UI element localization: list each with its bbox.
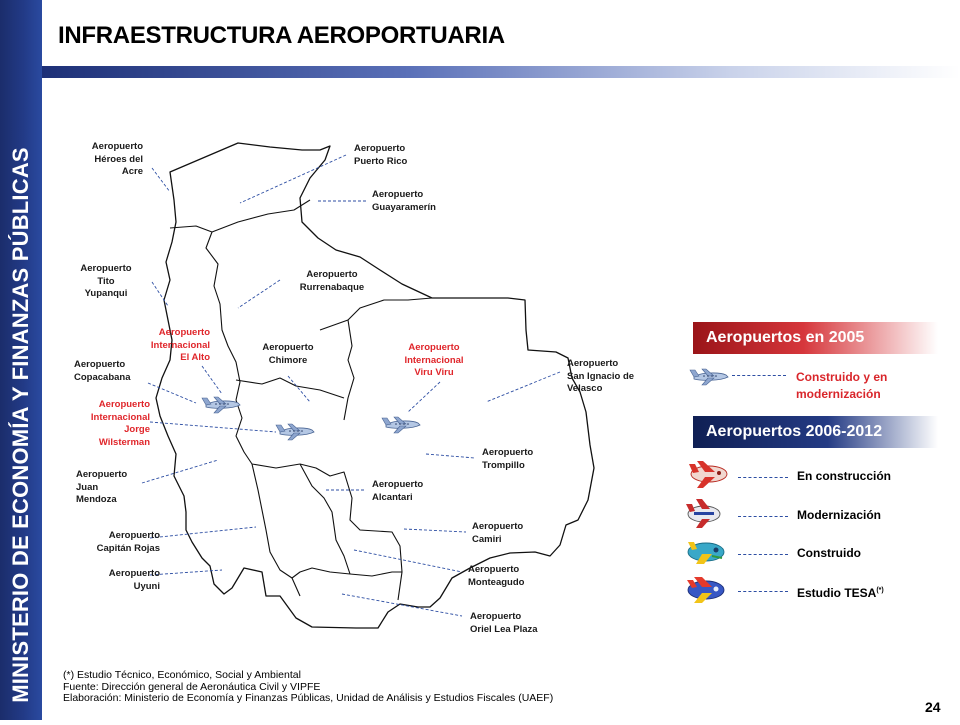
label-oriel-lea-plaza: Aeropuerto Oriel Lea Plaza <box>470 611 538 635</box>
legend-built-icon <box>688 542 724 564</box>
label-trompillo: Aeropuerto Trompillo <box>482 447 534 471</box>
legend-tesa-icon <box>687 577 724 603</box>
footer-elaboration: Elaboración: Ministerio de Economía y Finanzas Públicas, Unidad de Análisis y Estudios Fiscales (UAEF) <box>63 692 554 704</box>
label-puerto-rico: Aeropuerto Puerto Rico <box>354 143 408 167</box>
legend-airplane-2005-icon <box>690 369 728 385</box>
label-rurrenabaque: Aeropuerto Rurrenabaque <box>299 269 365 293</box>
label-guayaramerin: Aeropuerto Guayaramerín <box>372 189 436 213</box>
label-tito-yupanqui: Aeropuerto Tito Yupanqui <box>80 263 132 299</box>
label-juan-mendoza: Aeropuerto Juan Mendoza <box>76 469 128 505</box>
footer-notes <box>63 670 553 705</box>
page-title: INFRAESTRUCTURA AEROPORTUARIA <box>58 22 505 49</box>
label-monteagudo: Aeropuerto Monteagudo <box>468 564 525 588</box>
label-copacabana: Aeropuerto Copacabana <box>74 359 131 383</box>
legend-tesa-mark: (*) <box>876 587 884 594</box>
ministry-name: MINISTERIO DE ECONOMÍA Y FINANZAS PÚBLICAS <box>8 147 33 703</box>
bolivia-outline <box>156 143 594 628</box>
legend-construido: Construido <box>797 546 861 560</box>
legend-header-2006-2012: Aeropuertos 2006-2012 <box>693 416 938 448</box>
label-capitan-rojas: Aeropuerto Capitán Rojas <box>96 530 160 554</box>
legend-estudio-tesa-label: Estudio TESA <box>797 586 877 600</box>
label-uyuni: Aeropuerto Uyuni <box>108 568 160 592</box>
legend-en-construccion: En construcción <box>797 469 892 483</box>
legend-estudio-tesa <box>797 582 884 602</box>
legend-built-modernization: Construido y en modernización <box>796 370 888 401</box>
footer-note: (*) Estudio Técnico, Económico, Social y Ambiental <box>63 669 301 681</box>
legend-header-2005: Aeropuertos en 2005 <box>693 322 938 354</box>
legend-modernization-icon <box>686 499 720 528</box>
label-heroes-del-acre: Aeropuerto Héroes del Acre <box>91 141 143 177</box>
label-alcantari: Aeropuerto Alcantari <box>372 479 424 503</box>
legend-line-built <box>738 554 788 555</box>
label-camiri: Aeropuerto Camiri <box>472 521 524 545</box>
label-san-ignacio: Aeropuerto San Ignacio de Velasco <box>567 358 635 394</box>
legend-modernizacion: Modernización <box>797 508 882 522</box>
label-el-alto: Aeropuerto Internacional El Alto <box>150 327 210 363</box>
label-chimore: Aeropuerto Chimore <box>262 342 314 366</box>
label-viru-viru: Aeropuerto Internacional Viru Viru <box>404 342 464 378</box>
legend-line-tesa <box>738 591 788 592</box>
legend-line-2005 <box>732 375 786 376</box>
label-wilsterman: Aeropuerto Internacional Jorge Wilsterman <box>90 399 150 448</box>
legend-line-construction <box>738 477 788 478</box>
legend-construction-icon <box>689 461 727 488</box>
legend-line-modernization <box>738 516 788 517</box>
page-number: 24 <box>925 699 941 715</box>
footer-source: Fuente: Dirección general de Aeronáutica Civil y VIPFE <box>63 680 321 693</box>
